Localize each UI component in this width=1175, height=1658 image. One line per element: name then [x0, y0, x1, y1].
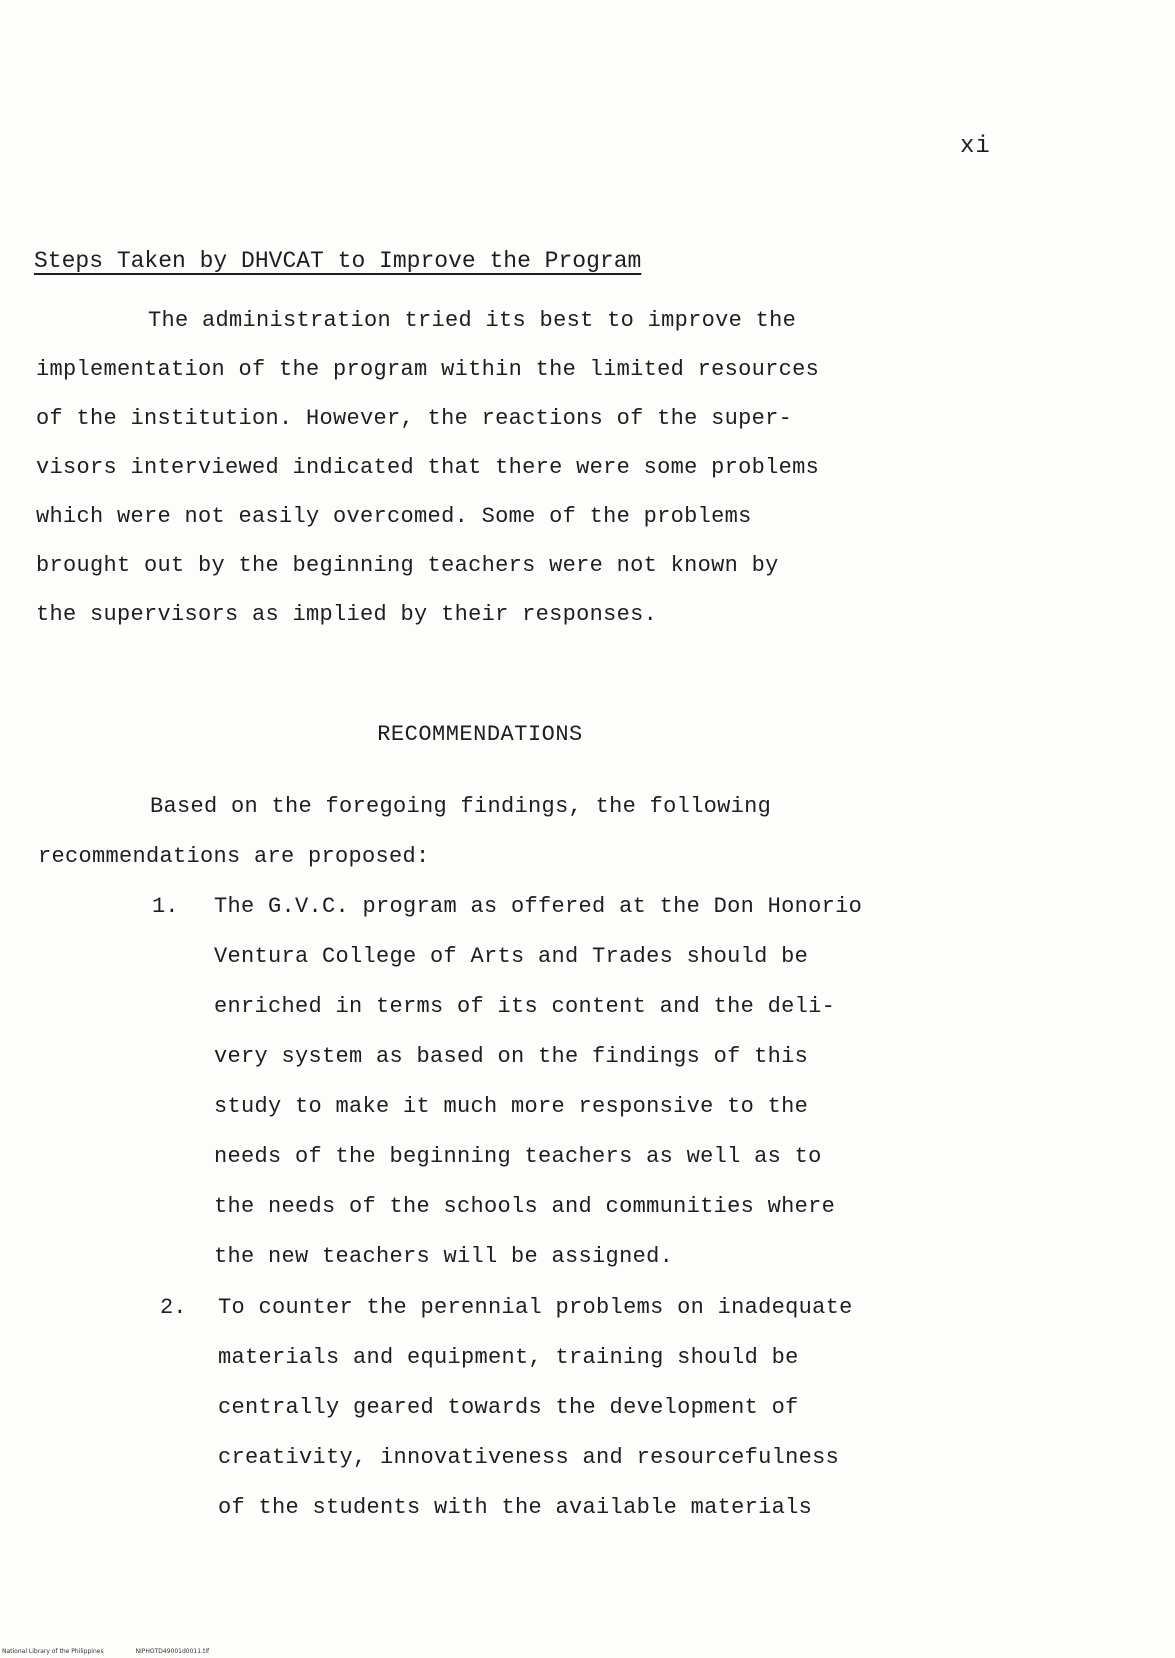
paragraph-line: brought out by the beginning teachers were not known by [36, 553, 779, 578]
recommendation-line: the new teachers will be assigned. [214, 1244, 674, 1269]
recommendation-line: very system as based on the findings of this [214, 1044, 809, 1069]
recommendation-line: study to make it much more responsive to the [214, 1094, 809, 1119]
recommendation-line: Ventura College of Arts and Trades should be [214, 944, 809, 969]
paragraph-line: visors interviewed indicated that there were some problems [36, 455, 820, 480]
recommendations-heading: RECOMMENDATIONS [377, 722, 583, 747]
footer-file: NIPHOTD49001d0011.tif [135, 1648, 210, 1655]
intro-line: recommendations are proposed: [38, 844, 430, 869]
paragraph-line: which were not easily overcomed. Some of the problems [36, 504, 752, 529]
recommendation-line: enriched in terms of its content and the deli- [214, 994, 836, 1019]
paragraph-line: the supervisors as implied by their responses. [36, 602, 658, 627]
paragraph-line: The administration tried its best to improve the [148, 308, 797, 333]
recommendation-line: needs of the beginning teachers as well as to [214, 1144, 822, 1169]
recommendation-line: centrally geared towards the development of [218, 1395, 799, 1420]
recommendation-line: To counter the perennial problems on inadequate [218, 1295, 853, 1320]
paragraph-line: of the institution. However, the reactions of the super- [36, 406, 793, 431]
page-number: xi [960, 133, 991, 160]
recommendation-line: of the students with the available materials [218, 1495, 813, 1520]
footer-library: National Library of the Philippines [2, 1648, 104, 1655]
recommendation-line: the needs of the schools and communities where [214, 1194, 836, 1219]
scan-footer [2, 1648, 239, 1655]
recommendation-number: 2. [160, 1295, 187, 1320]
section-heading: Steps Taken by DHVCAT to Improve the Program [34, 248, 642, 274]
recommendation-line: The G.V.C. program as offered at the Don Honorio [214, 894, 863, 919]
recommendation-number: 1. [152, 894, 179, 919]
recommendation-line: materials and equipment, training should be [218, 1345, 799, 1370]
intro-line: Based on the foregoing findings, the following [150, 794, 772, 819]
recommendation-line: creativity, innovativeness and resourcefulness [218, 1445, 840, 1470]
paragraph-line: implementation of the program within the limited resources [36, 357, 820, 382]
